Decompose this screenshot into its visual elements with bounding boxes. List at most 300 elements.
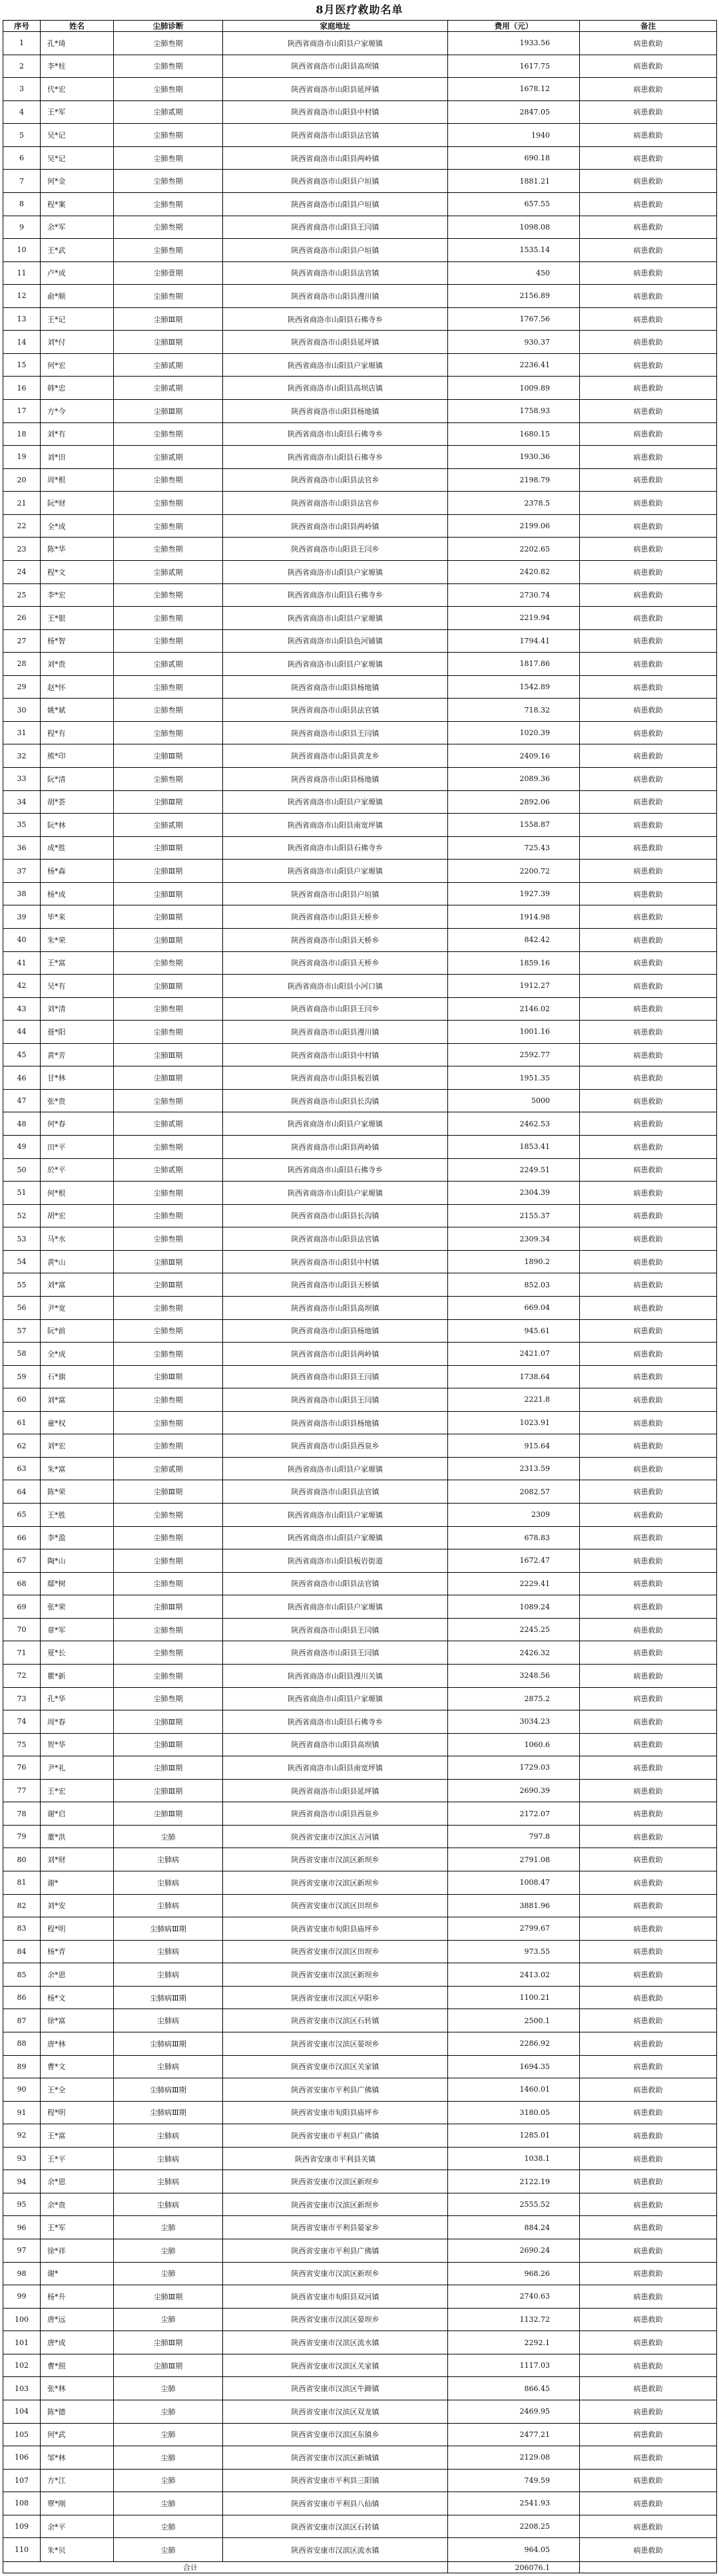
row-diagnosis: 尘肺叁期	[114, 1296, 223, 1319]
row-note: 病患救助	[580, 2285, 717, 2309]
row-index: 79	[3, 1825, 41, 1848]
row-diagnosis: 尘肺叁期	[114, 721, 223, 744]
row-diagnosis: 尘肺病	[114, 2170, 223, 2193]
table-row	[3, 1504, 717, 1527]
table-row	[3, 836, 717, 860]
row-address: 陕西省商洛市山阳县西泉乡	[223, 1434, 448, 1458]
row-address: 陕西省商洛市山阳县西泉乡	[223, 1802, 448, 1826]
row-fee: 2236.41	[448, 353, 580, 377]
table-row	[3, 1756, 717, 1780]
row-diagnosis: 尘肺Ⅲ期	[114, 860, 223, 883]
row-index: 102	[3, 2354, 41, 2377]
row-fee: 1038.1	[448, 2147, 580, 2170]
row-diagnosis: 尘肺叁期	[114, 124, 223, 147]
row-index: 65	[3, 1504, 41, 1527]
table-row	[3, 1802, 717, 1826]
row-fee: 690.18	[448, 146, 580, 170]
row-fee: 2875.2	[448, 1687, 580, 1710]
row-address: 陕西省商洛市山阳县法官镇	[223, 261, 448, 285]
row-note: 病患救助	[580, 1940, 717, 1963]
row-address: 陕西省安康市平利县关镇	[223, 2147, 448, 2170]
row-fee: 2477.21	[448, 2423, 580, 2446]
row-address: 陕西省商洛市山阳县高坝镇	[223, 55, 448, 78]
row-address: 陕西省商洛市山阳县户家塬镇	[223, 353, 448, 377]
row-address: 陕西省安康市汉滨区石转镇	[223, 2515, 448, 2538]
row-address: 陕西省商洛市山阳县法官镇	[223, 124, 448, 147]
row-diagnosis: 尘肺贰期	[114, 1457, 223, 1480]
row-diagnosis: 尘肺Ⅲ期	[114, 1250, 223, 1273]
row-diagnosis: 尘肺叁期	[114, 675, 223, 699]
row-address: 陕西省商洛市山阳县杨地镇	[223, 1319, 448, 1343]
row-note: 病患救助	[580, 1917, 717, 1941]
row-diagnosis: 尘肺贰期	[114, 1158, 223, 1182]
row-index: 34	[3, 790, 41, 814]
row-diagnosis: 尘肺Ⅲ期	[114, 975, 223, 998]
table-row	[3, 2147, 717, 2170]
table-row	[3, 905, 717, 929]
row-fee: 2245.25	[448, 1618, 580, 1641]
row-note: 病患救助	[580, 1182, 717, 1205]
row-address: 陕西省商洛市山阳县色河铺镇	[223, 629, 448, 653]
row-note: 病患救助	[580, 653, 717, 676]
row-fee: 2469.95	[448, 2400, 580, 2423]
row-note: 病患救助	[580, 1802, 717, 1826]
row-diagnosis: 尘肺	[114, 2400, 223, 2423]
row-fee: 2799.67	[448, 1917, 580, 1941]
row-index: 26	[3, 607, 41, 630]
row-address: 陕西省安康市旬阳县庙坪乡	[223, 1917, 448, 1941]
total-label: 合计	[3, 2562, 448, 2573]
table-row	[3, 928, 717, 951]
row-fee: 1020.39	[448, 721, 580, 744]
row-note: 病患救助	[580, 1457, 717, 1480]
row-address: 陕西省商洛市山阳县石佛寺乡	[223, 836, 448, 860]
row-index: 94	[3, 2170, 41, 2193]
table-row	[3, 538, 717, 561]
row-address: 陕西省商洛市山阳县户垣镇	[223, 170, 448, 193]
row-address: 陕西省商洛市山阳县漫川镇	[223, 1021, 448, 1044]
row-fee: 2690.24	[448, 2239, 580, 2263]
row-note: 病患救助	[580, 32, 717, 55]
row-diagnosis: 尘肺叁期	[114, 1204, 223, 1227]
row-fee: 797.8	[448, 1825, 580, 1848]
row-fee: 669.04	[448, 1296, 580, 1319]
row-fee: 2200.72	[448, 860, 580, 883]
row-address: 陕西省安康市汉滨区田坝乡	[223, 1940, 448, 1963]
row-note: 病患救助	[580, 2492, 717, 2515]
row-name: 王*全	[41, 2078, 114, 2102]
row-name: 何*春	[41, 1112, 114, 1136]
table-row	[3, 951, 717, 975]
row-address: 陕西省商洛市山阳县板岩街道	[223, 1549, 448, 1573]
row-name: 王*富	[41, 2124, 114, 2148]
row-fee: 1060.6	[448, 1733, 580, 1756]
row-name: 刘*富	[41, 1388, 114, 1412]
table-row	[3, 216, 717, 239]
row-name: 吴*有	[41, 975, 114, 998]
table-row	[3, 1089, 717, 1112]
row-diagnosis: 尘肺叁期	[114, 997, 223, 1021]
row-diagnosis: 尘肺叁期	[114, 78, 223, 101]
row-index: 48	[3, 1112, 41, 1136]
row-note: 病患救助	[580, 1572, 717, 1595]
row-index: 107	[3, 2469, 41, 2492]
row-note: 病患救助	[580, 400, 717, 423]
table-row	[3, 768, 717, 791]
row-note: 病患救助	[580, 2124, 717, 2148]
table-row	[3, 2400, 717, 2423]
table-row	[3, 146, 717, 170]
row-note: 病患救助	[580, 1250, 717, 1273]
row-diagnosis: 尘肺病Ⅲ期	[114, 1917, 223, 1941]
row-note: 病患救助	[580, 1986, 717, 2009]
row-note: 病患救助	[580, 2216, 717, 2239]
row-name: 曹*文	[41, 2055, 114, 2078]
row-diagnosis: 尘肺叁期	[114, 1664, 223, 1687]
row-index: 70	[3, 1618, 41, 1641]
row-address: 陕西省安康市平利县晏家乡	[223, 2216, 448, 2239]
row-index: 10	[3, 239, 41, 262]
row-name: 瞿*新	[41, 1664, 114, 1687]
relief-table	[3, 20, 717, 2573]
row-index: 38	[3, 882, 41, 905]
row-name: 孔*琦	[41, 32, 114, 55]
row-note: 病患救助	[580, 905, 717, 929]
row-note: 病患救助	[580, 997, 717, 1021]
row-address: 陕西省安康市平利县广佛镇	[223, 2078, 448, 2102]
table-row	[3, 1273, 717, 1297]
row-index: 67	[3, 1549, 41, 1573]
row-index: 64	[3, 1480, 41, 1504]
row-name: 阮*林	[41, 814, 114, 837]
row-index: 72	[3, 1664, 41, 1687]
row-index: 46	[3, 1066, 41, 1090]
table-row	[3, 1687, 717, 1710]
row-address: 陕西省安康市汉滨区新坝乡	[223, 2193, 448, 2216]
table-row	[3, 1182, 717, 1205]
row-diagnosis: 尘肺病	[114, 1871, 223, 1895]
row-diagnosis: 尘肺病Ⅲ期	[114, 2078, 223, 2102]
table-row	[3, 1825, 717, 1848]
row-diagnosis: 尘肺叁期	[114, 1388, 223, 1412]
table-row	[3, 2078, 717, 2102]
table-row	[3, 975, 717, 998]
row-index: 84	[3, 1940, 41, 1963]
row-diagnosis: 尘肺叁期	[114, 538, 223, 561]
row-name: 方*江	[41, 2469, 114, 2492]
row-note: 病患救助	[580, 1066, 717, 1090]
row-fee: 1951.35	[448, 1066, 580, 1090]
row-index: 82	[3, 1894, 41, 1917]
row-address: 陕西省商洛市山阳县小河口镇	[223, 975, 448, 998]
row-fee: 1535.14	[448, 239, 580, 262]
table-row	[3, 285, 717, 308]
row-name: 阮*财	[41, 492, 114, 515]
row-diagnosis: 尘肺叁期	[114, 492, 223, 515]
row-diagnosis: 尘肺叁期	[114, 514, 223, 538]
table-row	[3, 653, 717, 676]
row-name: 王*富	[41, 951, 114, 975]
row-index: 18	[3, 422, 41, 446]
row-index: 95	[3, 2193, 41, 2216]
row-address: 陕西省商洛市山阳县南宽坪镇	[223, 1756, 448, 1780]
row-address: 陕西省商洛市山阳县户家塬镇	[223, 1595, 448, 1619]
row-address: 陕西省安康市平利县广佛镇	[223, 2124, 448, 2148]
table-row	[3, 607, 717, 630]
table-row	[3, 400, 717, 423]
row-index: 89	[3, 2055, 41, 2078]
row-index: 41	[3, 951, 41, 975]
row-note: 病患救助	[580, 607, 717, 630]
table-row	[3, 2446, 717, 2470]
row-note: 病患救助	[580, 1112, 717, 1136]
row-index: 7	[3, 170, 41, 193]
row-address: 陕西省商洛市山阳县王闫镇	[223, 1388, 448, 1412]
row-address: 陕西省商洛市山阳县法官镇	[223, 1480, 448, 1504]
row-fee: 718.32	[448, 699, 580, 722]
row-name: 唐*远	[41, 2308, 114, 2331]
row-diagnosis: 尘肺贰期	[114, 100, 223, 124]
row-address: 陕西省商洛市山阳县法官镇	[223, 699, 448, 722]
row-note: 病患救助	[580, 2400, 717, 2423]
table-row	[3, 1986, 717, 2009]
row-note: 病患救助	[580, 2469, 717, 2492]
row-diagnosis: 尘肺叁期	[114, 285, 223, 308]
row-index: 25	[3, 583, 41, 607]
row-fee: 2221.8	[448, 1388, 580, 1412]
row-address: 陕西省商洛市山阳县天桥乡	[223, 905, 448, 929]
row-index: 60	[3, 1388, 41, 1412]
row-index: 51	[3, 1182, 41, 1205]
table-row	[3, 2492, 717, 2515]
table-row	[3, 2193, 717, 2216]
row-fee: 1767.56	[448, 307, 580, 331]
table-row	[3, 560, 717, 583]
row-index: 85	[3, 1963, 41, 1987]
col-header-diagnosis: 尘肺诊断	[114, 21, 223, 32]
row-address: 陕西省商洛市山阳县杨地镇	[223, 400, 448, 423]
row-note: 病患救助	[580, 2078, 717, 2102]
row-diagnosis: 尘肺Ⅲ期	[114, 1043, 223, 1066]
row-index: 74	[3, 1710, 41, 1734]
row-address: 陕西省商洛市山阳县石佛寺乡	[223, 307, 448, 331]
row-note: 病患救助	[580, 239, 717, 262]
row-address: 陕西省商洛市山阳县延坪镇	[223, 78, 448, 101]
row-name: 卢*成	[41, 261, 114, 285]
row-diagnosis: 尘肺叁期	[114, 468, 223, 492]
row-fee: 450	[448, 261, 580, 285]
row-name: 阮*清	[41, 768, 114, 791]
total-note	[580, 2562, 717, 2573]
row-index: 30	[3, 699, 41, 722]
row-name: 周*春	[41, 1710, 114, 1734]
table-row	[3, 32, 717, 55]
row-address: 陕西省商洛市山阳县石佛寺乡	[223, 422, 448, 446]
row-name: 曹*照	[41, 2354, 114, 2377]
row-name: 杨*成	[41, 882, 114, 905]
row-address: 陕西省安康市汉滨区关家镇	[223, 2055, 448, 2078]
row-diagnosis: 尘肺叁期	[114, 1021, 223, 1044]
row-address: 陕西省商洛市山阳县王闫乡	[223, 997, 448, 1021]
col-header-index: 序号	[3, 21, 41, 32]
row-index: 39	[3, 905, 41, 929]
table-row	[3, 699, 717, 722]
row-diagnosis: 尘肺	[114, 2469, 223, 2492]
row-fee: 3881.96	[448, 1894, 580, 1917]
row-name: 何*金	[41, 170, 114, 193]
row-diagnosis: 尘肺叁期	[114, 170, 223, 193]
table-row	[3, 2285, 717, 2309]
row-address: 陕西省商洛市山阳县王闫镇	[223, 1641, 448, 1665]
row-note: 病患救助	[580, 2147, 717, 2170]
row-diagnosis: 尘肺叁期	[114, 1526, 223, 1549]
table-row	[3, 2032, 717, 2055]
row-index: 11	[3, 261, 41, 285]
row-index: 109	[3, 2515, 41, 2538]
row-address: 陕西省商洛市山阳县石佛寺乡	[223, 446, 448, 469]
table-row	[3, 2331, 717, 2354]
row-note: 病患救助	[580, 1825, 717, 1848]
row-note: 病患救助	[580, 583, 717, 607]
row-address: 陕西省商洛市山阳县延坪镇	[223, 1779, 448, 1802]
row-address: 陕西省商洛市山阳县天桥乡	[223, 928, 448, 951]
row-note: 病患救助	[580, 1595, 717, 1619]
table-row	[3, 1917, 717, 1941]
table-row	[3, 331, 717, 354]
row-note: 病患救助	[580, 216, 717, 239]
row-name: 杨*文	[41, 1986, 114, 2009]
row-index: 81	[3, 1871, 41, 1895]
row-fee: 5000	[448, 1089, 580, 1112]
row-fee: 2229.41	[448, 1572, 580, 1595]
row-name: 王*武	[41, 239, 114, 262]
row-name: 刘*田	[41, 446, 114, 469]
row-diagnosis: 尘肺贰期	[114, 653, 223, 676]
table-row	[3, 124, 717, 147]
table-row	[3, 1043, 717, 1066]
row-diagnosis: 尘肺病Ⅲ期	[114, 2032, 223, 2055]
row-address: 陕西省安康市平利县八仙镇	[223, 2492, 448, 2515]
row-address: 陕西省安康市汉滨区田坝乡	[223, 1894, 448, 1917]
row-fee: 973.55	[448, 1940, 580, 1963]
row-note: 病患救助	[580, 1871, 717, 1895]
row-address: 陕西省商洛市山阳县法官乡	[223, 468, 448, 492]
row-fee: 1881.21	[448, 170, 580, 193]
row-note: 病患救助	[580, 1227, 717, 1251]
row-diagnosis: 尘肺叁期	[114, 1572, 223, 1595]
row-index: 36	[3, 836, 41, 860]
row-name: 何*宏	[41, 353, 114, 377]
row-diagnosis: 尘肺叁期	[114, 699, 223, 722]
table-row	[3, 2262, 717, 2285]
row-address: 陕西省商洛市山阳县中村镇	[223, 1250, 448, 1273]
row-diagnosis: 尘肺Ⅲ期	[114, 307, 223, 331]
row-diagnosis: 尘肺Ⅲ期	[114, 744, 223, 768]
row-address: 陕西省商洛市山阳县王闫镇	[223, 1618, 448, 1641]
row-fee: 1680.15	[448, 422, 580, 446]
row-address: 陕西省商洛市山阳县王闫乡	[223, 538, 448, 561]
row-diagnosis: 尘肺Ⅲ期	[114, 1480, 223, 1504]
row-address: 陕西省商洛市山阳县户家塬镇	[223, 790, 448, 814]
table-row	[3, 2469, 717, 2492]
table-row	[3, 1343, 717, 1366]
row-index: 100	[3, 2308, 41, 2331]
row-name: 刘*安	[41, 1894, 114, 1917]
row-address: 陕西省商洛市山阳县两岭镇	[223, 146, 448, 170]
row-note: 病患救助	[580, 675, 717, 699]
row-fee: 866.45	[448, 2377, 580, 2400]
row-note: 病患救助	[580, 975, 717, 998]
row-note: 病患救助	[580, 951, 717, 975]
row-diagnosis: 尘肺叁期	[114, 32, 223, 55]
row-note: 病患救助	[580, 2262, 717, 2285]
table-row	[3, 1779, 717, 1802]
row-diagnosis: 尘肺	[114, 1825, 223, 1848]
row-name: 聂*阳	[41, 1021, 114, 1044]
row-index: 13	[3, 307, 41, 331]
row-index: 19	[3, 446, 41, 469]
row-name: 余*贵	[41, 2193, 114, 2216]
row-note: 病患救助	[580, 629, 717, 653]
row-index: 75	[3, 1733, 41, 1756]
row-address: 陕西省商洛市山阳县杨地镇	[223, 675, 448, 699]
row-diagnosis: 尘肺	[114, 2423, 223, 2446]
row-address: 陕西省安康市汉滨区牛蹄镇	[223, 2377, 448, 2400]
row-index: 42	[3, 975, 41, 998]
row-fee: 915.64	[448, 1434, 580, 1458]
row-index: 98	[3, 2262, 41, 2285]
row-fee: 1914.98	[448, 905, 580, 929]
row-note: 病患救助	[580, 492, 717, 515]
row-diagnosis: 尘肺叁期	[114, 1618, 223, 1641]
table-row	[3, 2124, 717, 2148]
row-fee: 2292.1	[448, 2331, 580, 2354]
row-index: 77	[3, 1779, 41, 1802]
row-note: 病患救助	[580, 1618, 717, 1641]
table-row	[3, 1112, 717, 1136]
table-row	[3, 997, 717, 1021]
row-diagnosis: 尘肺壹期	[114, 261, 223, 285]
row-name: 杨*森	[41, 860, 114, 883]
row-note: 病患救助	[580, 514, 717, 538]
row-fee: 2309.34	[448, 1227, 580, 1251]
row-fee: 2286.92	[448, 2032, 580, 2055]
row-note: 病患救助	[580, 100, 717, 124]
row-index: 104	[3, 2400, 41, 2423]
row-index: 71	[3, 1641, 41, 1665]
row-diagnosis: 尘肺	[114, 2216, 223, 2239]
table-row	[3, 55, 717, 78]
row-address: 陕西省商洛市山阳县石佛寺乡	[223, 1710, 448, 1734]
row-address: 陕西省商洛市山阳县户家塬镇	[223, 1687, 448, 1710]
row-address: 陕西省商洛市山阳县天桥乡	[223, 951, 448, 975]
total-row	[3, 2562, 717, 2573]
row-index: 3	[3, 78, 41, 101]
row-address: 陕西省商洛市山阳县户家塬镇	[223, 32, 448, 55]
row-fee: 2208.25	[448, 2515, 580, 2538]
table-row	[3, 2538, 717, 2562]
row-diagnosis: 尘肺叁期	[114, 951, 223, 975]
row-index: 73	[3, 1687, 41, 1710]
row-note: 病患救助	[580, 2354, 717, 2377]
row-address: 陕西省安康市汉滨区石转镇	[223, 2009, 448, 2032]
row-note: 病患救助	[580, 1388, 717, 1412]
row-index: 14	[3, 331, 41, 354]
row-name: 徐*富	[41, 2009, 114, 2032]
row-fee: 2202.65	[448, 538, 580, 561]
row-address: 陕西省商洛市山阳县户家塬镇	[223, 560, 448, 583]
row-index: 31	[3, 721, 41, 744]
